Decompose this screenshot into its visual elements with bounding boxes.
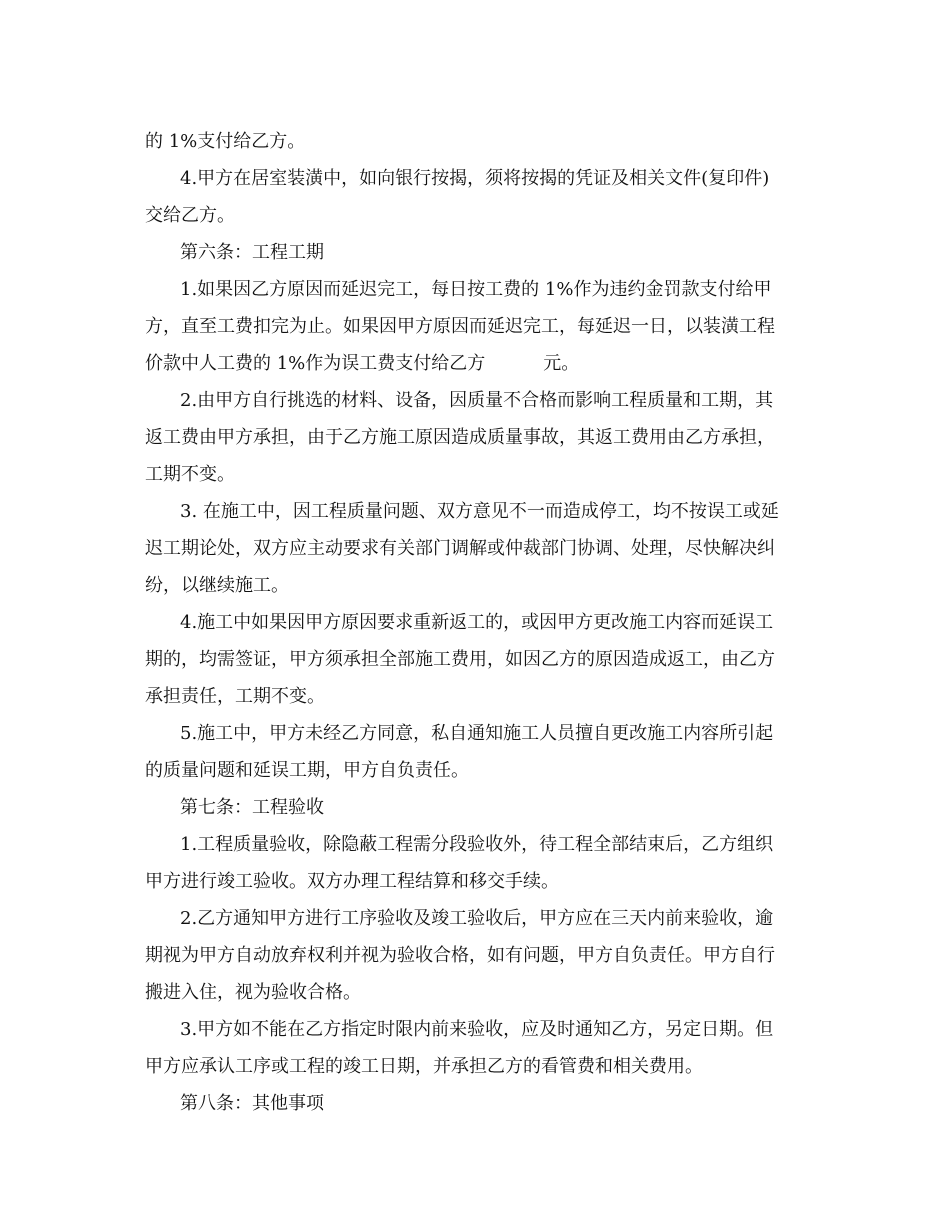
text-line: 5.施工中，甲方未经乙方同意，私自通知施工人员擅自更改施工内容所引起 — [180, 723, 774, 744]
text-line: 纷，以继续施工。 — [145, 575, 289, 596]
section-heading-8: 第八条：其他事项 — [180, 1093, 324, 1114]
section-heading-6: 第六条：工程工期 — [180, 242, 324, 263]
text-line: 甲方应承认工序或工程的竣工日期，并承担乙方的看管费和相关费用。 — [145, 1056, 703, 1077]
text-line: 3.甲方如不能在乙方指定时限内前来验收，应及时通知乙方，另定日期。但 — [180, 1019, 774, 1040]
text-line: 的质量问题和延误工期，甲方自负责任。 — [145, 760, 469, 781]
text-line: 的 1%支付给乙方。 — [145, 131, 306, 152]
text-line: 返工费由甲方承担，由于乙方施工原因造成质量事故，其返工费用由乙方承担， — [145, 427, 775, 448]
text-line: 期视为甲方自动放弃权利并视为验收合格，如有问题，甲方自负责任。甲方自行 — [145, 945, 775, 966]
text-line: 2.乙方通知甲方进行工序验收及竣工验收后，甲方应在三天内前来验收，逾 — [180, 908, 774, 929]
text-line: 1.如果因乙方原因而延迟完工，每日按工费的 1%作为违约金罚款支付给甲 — [180, 279, 772, 300]
text-line: 工期不变。 — [145, 464, 235, 485]
text-line: 搬进入住，视为验收合格。 — [145, 982, 361, 1003]
text-line: 2.由甲方自行挑选的材料、设备，因质量不合格而影响工程质量和工期，其 — [180, 390, 774, 411]
text-line: 方，直至工费扣完为止。如果因甲方原因而延迟完工，每延迟一日，以装潢工程 — [145, 316, 775, 337]
text-line — [145, 352, 825, 376]
text-segment: 价款中人工费的 1%作为误工费支付给乙方 — [145, 353, 486, 374]
text-line: 甲方进行竣工验收。双方办理工程结算和移交手续。 — [145, 871, 559, 892]
section-heading-7: 第七条：工程验收 — [180, 797, 324, 818]
text-line: 迟工期论处，双方应主动要求有关部门调解或仲裁部门协调、处理，尽快解决纠 — [145, 538, 775, 559]
text-line: 承担责任，工期不变。 — [145, 686, 325, 707]
text-line: 4.施工中如果因甲方原因要求重新返工的，或因甲方更改施工内容而延误工 — [180, 612, 774, 633]
text-line: 期的，均需签证，甲方须承担全部施工费用，如因乙方的原因造成返工，由乙方 — [145, 649, 775, 670]
text-line: 4.甲方在居室装潢中，如向银行按揭，须将按揭的凭证及相关文件(复印件) — [180, 168, 770, 189]
text-line: 1.工程质量验收，除隐蔽工程需分段验收外，待工程全部结束后，乙方组织 — [180, 834, 774, 855]
text-line: 3. 在施工中，因工程质量问题、双方意见不一而造成停工，均不按误工或延 — [180, 501, 779, 522]
text-segment: 元。 — [543, 353, 580, 374]
text-line: 交给乙方。 — [145, 205, 235, 226]
